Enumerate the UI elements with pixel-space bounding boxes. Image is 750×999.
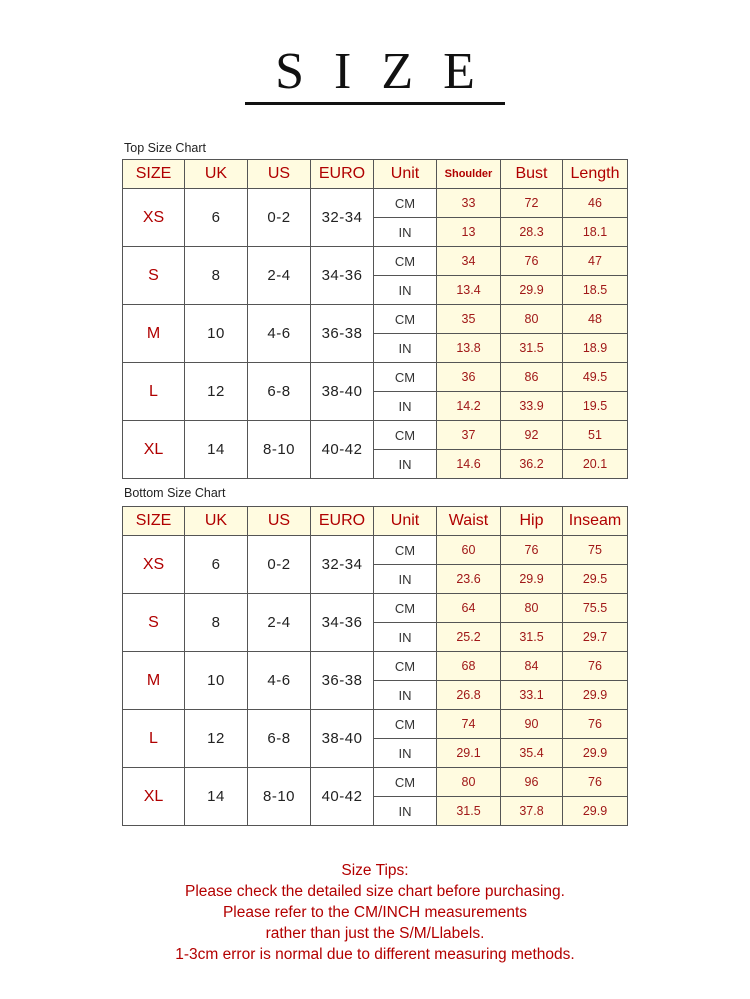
uk-size: 12 — [185, 710, 248, 768]
page-title-wrap — [0, 44, 750, 105]
measurement-cm: 90 — [501, 710, 563, 739]
measurement-in: 31.5 — [501, 334, 563, 363]
euro-size: 32-34 — [311, 536, 374, 594]
uk-size: 6 — [185, 189, 248, 247]
measurement-in: 29.9 — [501, 276, 563, 305]
us-size: 2-4 — [248, 247, 311, 305]
measurement-cm: 92 — [501, 421, 563, 450]
column-header: SIZE — [123, 507, 185, 536]
us-size: 2-4 — [248, 594, 311, 652]
measurement-in: 18.1 — [563, 218, 628, 247]
measurement-in: 19.5 — [563, 392, 628, 421]
size-label: S — [123, 594, 185, 652]
bottom-chart-caption: Bottom Size Chart — [124, 486, 226, 500]
tip-line: 1-3cm error is normal due to different measuring methods. — [175, 946, 575, 963]
measurement-cm: 48 — [563, 305, 628, 334]
measurement-in: 20.1 — [563, 450, 628, 479]
unit-in: IN — [374, 739, 437, 768]
uk-size: 8 — [185, 247, 248, 305]
measurement-cm: 76 — [563, 652, 628, 681]
measurement-cm: 64 — [437, 594, 501, 623]
table-row — [123, 247, 628, 276]
measurement-in: 14.6 — [437, 450, 501, 479]
measurement-cm: 84 — [501, 652, 563, 681]
measurement-in: 29.9 — [563, 797, 628, 826]
column-header: Unit — [374, 160, 437, 189]
measurement-in: 13.4 — [437, 276, 501, 305]
column-header: US — [248, 160, 311, 189]
measurement-in: 29.9 — [563, 681, 628, 710]
unit-in: IN — [374, 450, 437, 479]
table-header-row — [123, 507, 628, 536]
us-size: 8-10 — [248, 421, 311, 479]
uk-size: 6 — [185, 536, 248, 594]
uk-size: 14 — [185, 421, 248, 479]
tip-line: Please check the detailed size chart before purchasing. — [185, 883, 565, 900]
size-label: XS — [123, 536, 185, 594]
measurement-in: 36.2 — [501, 450, 563, 479]
measurement-cm: 37 — [437, 421, 501, 450]
euro-size: 40-42 — [311, 768, 374, 826]
measurement-cm: 33 — [437, 189, 501, 218]
measurement-in: 29.9 — [501, 565, 563, 594]
column-header: UK — [185, 507, 248, 536]
measurement-cm: 35 — [437, 305, 501, 334]
measurement-in: 33.1 — [501, 681, 563, 710]
column-header: US — [248, 507, 311, 536]
size-tips — [0, 860, 750, 965]
measurement-in: 29.1 — [437, 739, 501, 768]
measurement-cm: 74 — [437, 710, 501, 739]
measurement-cm: 96 — [501, 768, 563, 797]
size-label: XL — [123, 768, 185, 826]
table-row — [123, 305, 628, 334]
measurement-in: 35.4 — [501, 739, 563, 768]
measurement-cm: 86 — [501, 363, 563, 392]
size-label: M — [123, 652, 185, 710]
measurement-in: 14.2 — [437, 392, 501, 421]
measurement-cm: 75 — [563, 536, 628, 565]
tip-line: Please refer to the CM/INCH measurements — [222, 904, 528, 921]
measurement-cm: 75.5 — [563, 594, 628, 623]
measurement-in: 29.7 — [563, 623, 628, 652]
unit-cm: CM — [374, 594, 437, 623]
measurement-cm: 68 — [437, 652, 501, 681]
unit-cm: CM — [374, 768, 437, 797]
measurement-in: 26.8 — [437, 681, 501, 710]
unit-cm: CM — [374, 652, 437, 681]
size-label: L — [123, 710, 185, 768]
uk-size: 10 — [185, 652, 248, 710]
column-header: UK — [185, 160, 248, 189]
measurement-cm: 76 — [501, 536, 563, 565]
measurement-cm: 72 — [501, 189, 563, 218]
unit-cm: CM — [374, 247, 437, 276]
column-header: Unit — [374, 507, 437, 536]
unit-in: IN — [374, 334, 437, 363]
page-title: SIZE — [245, 44, 505, 105]
measurement-in: 13 — [437, 218, 501, 247]
measurement-cm: 76 — [501, 247, 563, 276]
euro-size: 38-40 — [311, 710, 374, 768]
size-label: S — [123, 247, 185, 305]
table-row — [123, 189, 628, 218]
table-row — [123, 594, 628, 623]
size-label: M — [123, 305, 185, 363]
size-label: L — [123, 363, 185, 421]
measurement-in: 23.6 — [437, 565, 501, 594]
table-row — [123, 536, 628, 565]
us-size: 6-8 — [248, 710, 311, 768]
uk-size: 10 — [185, 305, 248, 363]
measurement-in: 31.5 — [501, 623, 563, 652]
measurement-cm: 49.5 — [563, 363, 628, 392]
top-size-table — [122, 159, 628, 479]
table-row — [123, 768, 628, 797]
unit-cm: CM — [374, 536, 437, 565]
measurement-cm: 76 — [563, 710, 628, 739]
column-header: Length — [563, 160, 628, 189]
table-row — [123, 363, 628, 392]
bottom-size-table — [122, 506, 628, 826]
us-size: 4-6 — [248, 652, 311, 710]
measurement-cm: 80 — [501, 594, 563, 623]
unit-in: IN — [374, 218, 437, 247]
us-size: 0-2 — [248, 536, 311, 594]
euro-size: 34-36 — [311, 594, 374, 652]
top-chart-caption: Top Size Chart — [124, 141, 206, 155]
measurement-in: 29.5 — [563, 565, 628, 594]
tip-line: rather than just the S/M/Llabels. — [265, 925, 485, 942]
euro-size: 40-42 — [311, 421, 374, 479]
table-row — [123, 710, 628, 739]
unit-in: IN — [374, 681, 437, 710]
euro-size: 34-36 — [311, 247, 374, 305]
unit-cm: CM — [374, 305, 437, 334]
measurement-cm: 76 — [563, 768, 628, 797]
euro-size: 38-40 — [311, 363, 374, 421]
column-header: EURO — [311, 507, 374, 536]
measurement-in: 37.8 — [501, 797, 563, 826]
euro-size: 32-34 — [311, 189, 374, 247]
column-header: Bust — [501, 160, 563, 189]
table-header-row — [123, 160, 628, 189]
unit-in: IN — [374, 392, 437, 421]
us-size: 8-10 — [248, 768, 311, 826]
measurement-cm: 51 — [563, 421, 628, 450]
size-label: XS — [123, 189, 185, 247]
measurement-in: 25.2 — [437, 623, 501, 652]
unit-in: IN — [374, 797, 437, 826]
column-header: Hip — [501, 507, 563, 536]
us-size: 0-2 — [248, 189, 311, 247]
euro-size: 36-38 — [311, 305, 374, 363]
measurement-cm: 80 — [501, 305, 563, 334]
table-row — [123, 421, 628, 450]
column-header: Waist — [437, 507, 501, 536]
unit-cm: CM — [374, 363, 437, 392]
measurement-in: 13.8 — [437, 334, 501, 363]
measurement-in: 18.5 — [563, 276, 628, 305]
measurement-in: 18.9 — [563, 334, 628, 363]
us-size: 6-8 — [248, 363, 311, 421]
column-header: Shoulder — [437, 160, 501, 189]
measurement-in: 33.9 — [501, 392, 563, 421]
column-header: EURO — [311, 160, 374, 189]
euro-size: 36-38 — [311, 652, 374, 710]
uk-size: 14 — [185, 768, 248, 826]
column-header: SIZE — [123, 160, 185, 189]
unit-in: IN — [374, 623, 437, 652]
column-header: Inseam — [563, 507, 628, 536]
measurement-cm: 34 — [437, 247, 501, 276]
unit-in: IN — [374, 276, 437, 305]
measurement-cm: 36 — [437, 363, 501, 392]
tip-line: Size Tips: — [341, 862, 409, 879]
measurement-cm: 80 — [437, 768, 501, 797]
us-size: 4-6 — [248, 305, 311, 363]
size-label: XL — [123, 421, 185, 479]
uk-size: 8 — [185, 594, 248, 652]
measurement-cm: 60 — [437, 536, 501, 565]
unit-cm: CM — [374, 421, 437, 450]
measurement-cm: 46 — [563, 189, 628, 218]
unit-cm: CM — [374, 710, 437, 739]
table-row — [123, 652, 628, 681]
measurement-in: 28.3 — [501, 218, 563, 247]
unit-cm: CM — [374, 189, 437, 218]
unit-in: IN — [374, 565, 437, 594]
measurement-in: 29.9 — [563, 739, 628, 768]
measurement-cm: 47 — [563, 247, 628, 276]
uk-size: 12 — [185, 363, 248, 421]
measurement-in: 31.5 — [437, 797, 501, 826]
